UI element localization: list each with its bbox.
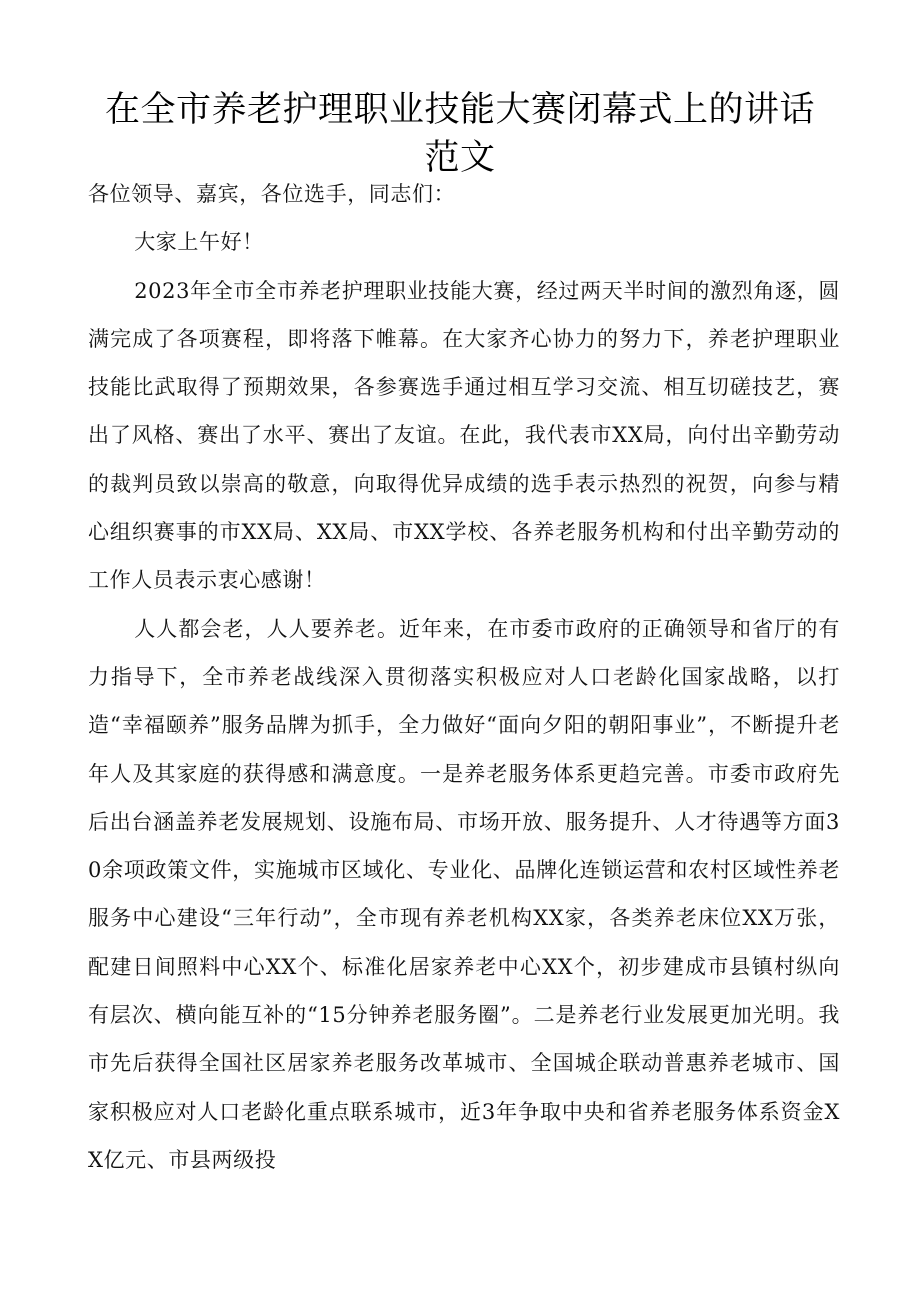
document-title: 在全市养老护理职业技能大赛闭幕式上的讲话范文: [104, 90, 815, 178]
document-body: [88, 170, 840, 1184]
greeting: 大家上午好！: [134, 230, 264, 255]
paragraph-2: 人人都会老，人人要养老。近年来，在市委市政府的正确领导和省厅的有力指导下，全市养老战线深入贯彻落实积极应对人口老龄化国家战略，以打造“幸福颐养”服务品牌为抓手，全力做好“面向夕阳的朝阳事业”，不断提升老年人及其家庭的获得感和满意度。一是养老服务体系更趋完善。市委市政府先后出台涵盖养老发展规划、设施布局、市场开放、服务提升、人才待遇等方面30余项政策文件，实施城市区域化、专业化、品牌化连锁运营和农村区域性养老服务中心建设“三年行动”，全市现有养老机构XX家，各类养老床位XX万张，配建日间照料中心XX个、标准化居家养老中心XX个，初步建成市县镇村纵向有层次、横向能互补的“15分钟养老服务圈”。二是养老行业发展更加光明。我市先后获得全国社区居家养老服务改革城市、全国城企联动普惠养老城市、国家积极应对人口老龄化重点联系城市，近3年争取中央和省养老服务体系资金XX亿元、市县两级投: [88, 616, 840, 1172]
salutation: 各位领导、嘉宾，各位选手，同志们：: [88, 182, 456, 206]
paragraph-1: 2023年全市全市养老护理职业技能大赛，经过两天半时间的激烈角逐，圆满完成了各项赛程，即将落下帷幕。在大家齐心协力的努力下，养老护理职业技能比武取得了预期效果，各参赛选手通过相互学习交流、相互切磋技艺，赛出了风格、赛出了水平、赛出了友谊。在此，我代表市XX局，向付出辛勤劳动的裁判员致以崇高的敬意，向取得优异成绩的选手表示热烈的祝贺，向参与精心组织赛事的市XX局、XX局、市XX学校、各养老服务机构和付出辛勤劳动的工作人员表示衷心感谢！: [88, 278, 840, 593]
